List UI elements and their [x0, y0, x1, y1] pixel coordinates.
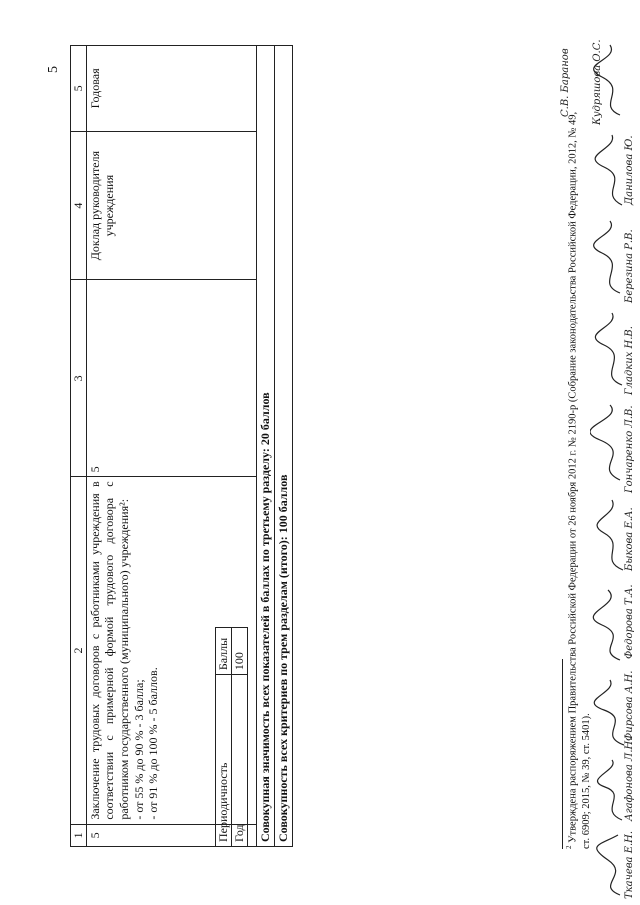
signature-mark — [595, 135, 622, 205]
signature-mark — [595, 313, 622, 385]
header-col-5: 5 — [71, 46, 87, 132]
periodicity-header: Периодичность — [216, 675, 232, 847]
footnote-divider — [562, 659, 563, 849]
signature-name: Агафонова Л.Н. — [624, 737, 635, 821]
table-row — [232, 628, 248, 847]
signature-mark — [593, 590, 620, 660]
signature-mark — [594, 680, 624, 745]
signature-mark — [590, 405, 620, 480]
signature-name: Гончаренко Л.В. — [624, 405, 635, 493]
signature-name: С.В. Баранов — [560, 48, 571, 117]
header-col-3: 3 — [71, 280, 87, 477]
criterion-source: Доклад руководителя учреждения — [86, 131, 256, 280]
signature-mark — [594, 221, 620, 293]
footnote-text: Утверждена распоряжением Правительства Российской Федерации от 26 ноября 2012 г. № 2190-р (Собрание законодательства Российской Федерации, 2012, № 49, ст. 6909; 2015, № 39, ст. 5401). — [567, 111, 592, 849]
signature-mark — [597, 500, 623, 570]
signature-name: Гладких Н.В. — [624, 326, 635, 395]
periodicity-header-row — [216, 628, 232, 847]
header-col-1: 1 — [71, 824, 87, 846]
criterion-points: 5 — [86, 280, 256, 477]
points-value: 100 — [232, 628, 248, 675]
signature-mark — [598, 760, 622, 820]
header-col-2: 2 — [71, 477, 87, 824]
criterion-scale-1: - от 55 % до 90 % - 3 балла; — [131, 679, 146, 820]
total-summary-row — [274, 46, 292, 847]
criterion-text: Заключение трудовых договоров с работниками учреждения в соответствии с примерной формой трудового договора с работником государственного (муниципального) учреждения²: — [87, 481, 131, 820]
signature-name: Федорова Т.А. — [624, 584, 635, 659]
footnote-marker: 2 — [565, 845, 573, 849]
table-header-row — [71, 46, 87, 847]
periodicity-table — [215, 627, 248, 847]
signature-name: Ткачева Е.Н. — [624, 830, 635, 899]
criteria-table — [70, 45, 293, 847]
page-number: 5 — [46, 66, 61, 73]
signature-name: Данилова Ю. — [624, 135, 635, 205]
signature-name: Березина Р.В. — [624, 229, 635, 303]
total-summary: Совокупность всех критериев по трем разделам (итого): 100 баллов — [274, 46, 292, 847]
footnote — [565, 99, 593, 849]
criterion-period: Годовая — [86, 46, 256, 132]
criterion-scale-2: - от 91 % до 100 % - 5 баллов. — [146, 667, 161, 820]
signature-mark — [597, 835, 620, 895]
signature-name: Кудряшова О.С. — [592, 39, 603, 125]
signature-name: Быкова Е.А. — [624, 507, 635, 571]
section-summary-row — [256, 46, 274, 847]
points-header: Баллы — [216, 628, 232, 675]
row-number: 5 — [86, 824, 256, 846]
section-summary: Совокупная значимость всех показателей в баллах по третьему разделу: 20 баллов — [256, 46, 274, 847]
header-col-4: 4 — [71, 131, 87, 280]
signature-name: Фирсова А.Н. — [624, 670, 635, 741]
periodicity-value: Год — [232, 675, 248, 847]
